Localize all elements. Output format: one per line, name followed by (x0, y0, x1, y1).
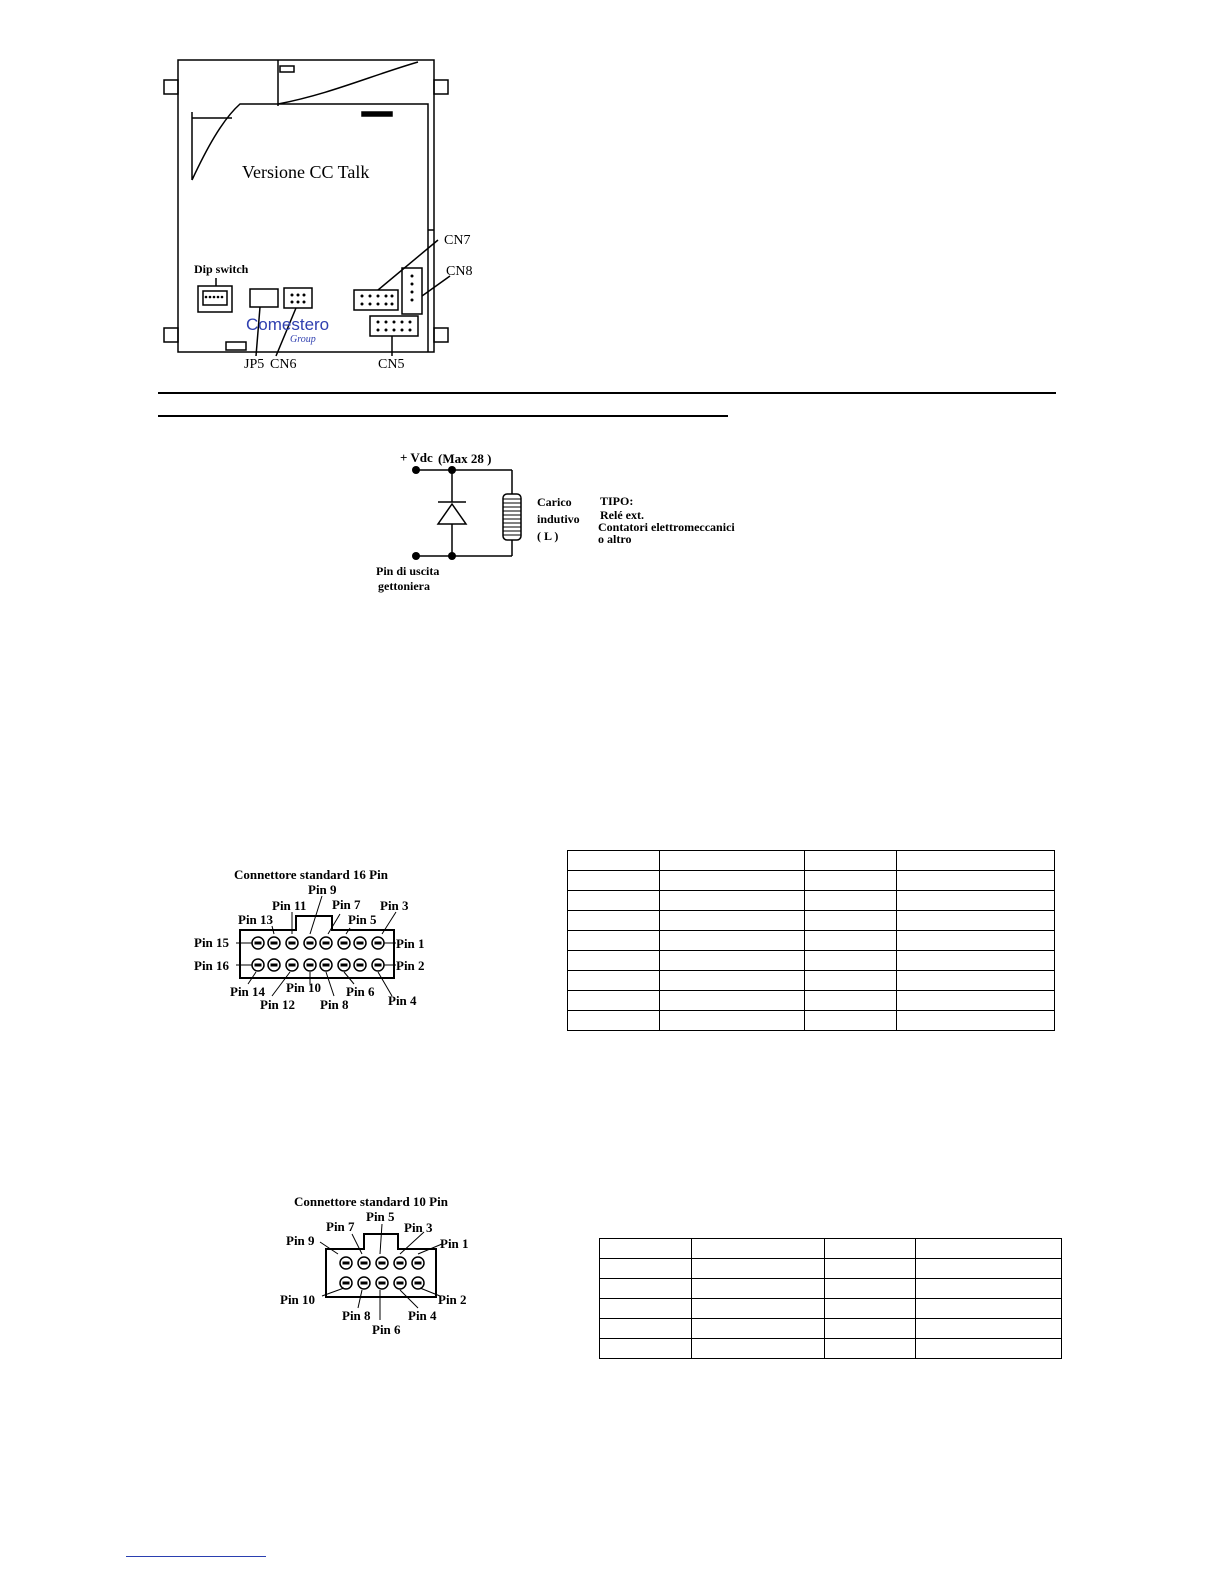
connector-10-title: Connettore standard 10 Pin (294, 1194, 448, 1209)
table-cell (805, 871, 897, 891)
table-row (600, 1259, 1062, 1279)
table-row (568, 971, 1055, 991)
table-cell (568, 931, 660, 951)
inductor-coil (503, 494, 521, 540)
cn7-block (354, 290, 398, 310)
table-row (568, 891, 1055, 911)
c10-pin-contact (415, 1262, 422, 1265)
c16-pin-contact (271, 964, 278, 967)
cn6-label: CN6 (270, 357, 297, 372)
load-label-1: Carico (537, 495, 572, 509)
table-cell (805, 1011, 897, 1031)
c16-pin-contact (289, 964, 296, 967)
table-row (568, 1011, 1055, 1031)
table-cell (600, 1319, 692, 1339)
lug-bottom-left (164, 328, 178, 342)
table-cell (824, 1299, 916, 1319)
table-cell (916, 1279, 1062, 1299)
table-cell (916, 1239, 1062, 1259)
c16-pin-contact (271, 942, 278, 945)
cn7-label: CN7 (444, 233, 471, 248)
table-row (568, 871, 1055, 891)
pin16-6-label: Pin 6 (346, 984, 375, 999)
pin10-3-label: Pin 3 (404, 1220, 433, 1235)
table-cell (897, 871, 1055, 891)
table-cell (659, 851, 805, 871)
table-cell (805, 991, 897, 1011)
device-title: Versione CC Talk (242, 162, 370, 182)
cn5-label: CN5 (378, 357, 405, 372)
table-cell (600, 1339, 692, 1359)
table-cell (659, 871, 805, 891)
pins-16 (252, 937, 384, 971)
type-line-2: Contatori elettromeccanici (598, 520, 735, 534)
pin16-9-label: Pin 9 (308, 882, 337, 897)
load-label-3: ( L ) (537, 529, 559, 543)
c16-pin-contact (323, 964, 330, 967)
c16-pin-contact (357, 964, 364, 967)
c10-pin-contact (397, 1282, 404, 1285)
table-cell (897, 991, 1055, 1011)
pin10-5-label: Pin 5 (366, 1209, 395, 1224)
pin16-10-label: Pin 10 (286, 980, 322, 995)
table-cell (897, 951, 1055, 971)
footer-link-underline (126, 1556, 266, 1557)
pin16-12-label: Pin 12 (260, 997, 296, 1012)
table-cell (805, 931, 897, 951)
table-row (568, 931, 1055, 951)
table-cell (691, 1259, 824, 1279)
table-cell (568, 871, 660, 891)
pin16-1-label: Pin 1 (396, 936, 425, 951)
pin16-2-label: Pin 2 (396, 958, 425, 973)
table-cell (805, 911, 897, 931)
connector-16-title: Connettore standard 16 Pin (234, 867, 388, 882)
table-cell (824, 1339, 916, 1359)
table-cell (805, 971, 897, 991)
c10-pin-contact (361, 1262, 368, 1265)
table-cell (659, 951, 805, 971)
dip-switch-label: Dip switch (194, 262, 249, 276)
table-row (600, 1339, 1062, 1359)
table-cell (600, 1239, 692, 1259)
table-cell (897, 1011, 1055, 1031)
table-row (600, 1279, 1062, 1299)
brand-logo-sub: Group (290, 334, 316, 345)
pin10-10-label: Pin 10 (280, 1292, 316, 1307)
pin16-5-label: Pin 5 (348, 912, 377, 927)
lug-top-right (434, 80, 448, 94)
table-cell (600, 1259, 692, 1279)
c16-pin-contact (255, 964, 262, 967)
lug-top-left (164, 80, 178, 94)
table-cell (568, 851, 660, 871)
c10-pin-contact (379, 1282, 386, 1285)
c16-pin-contact (323, 942, 330, 945)
c16-pin-contact (255, 942, 262, 945)
table-row (568, 991, 1055, 1011)
c10-pin-contact (343, 1282, 350, 1285)
c16-pin-contact (341, 964, 348, 967)
pin16-4-label: Pin 4 (388, 993, 417, 1008)
type-line-1: Relé ext. (600, 508, 644, 522)
table-cell (897, 891, 1055, 911)
lug-bottom-right (434, 328, 448, 342)
divider-full (158, 392, 1056, 394)
c16-pin-contact (307, 942, 314, 945)
c10-pin-contact (361, 1282, 368, 1285)
c16-pin-contact (341, 942, 348, 945)
table-cell (659, 971, 805, 991)
load-label-2: indutivo (537, 512, 580, 526)
table-row (568, 851, 1055, 871)
pin16-15-label: Pin 15 (194, 935, 230, 950)
type-title: TIPO: (600, 494, 634, 508)
c16-pin-contact (375, 942, 382, 945)
c16-pin-contact (289, 942, 296, 945)
table-cell (568, 1011, 660, 1031)
table-cell (897, 971, 1055, 991)
pin10-7-label: Pin 7 (326, 1219, 355, 1234)
inductive-load-circuit (365, 445, 775, 600)
table-row (600, 1299, 1062, 1319)
pin16-7-label: Pin 7 (332, 897, 361, 912)
table-cell (691, 1299, 824, 1319)
table-cell (659, 991, 805, 1011)
table-cell (691, 1239, 824, 1259)
jp5-block (250, 289, 278, 307)
table-cell (568, 911, 660, 931)
table-cell (916, 1259, 1062, 1279)
pin-table-16 (567, 850, 1055, 1031)
c16-pin-contact (375, 964, 382, 967)
c16-pin-contact (307, 964, 314, 967)
table-cell (568, 891, 660, 911)
supply-terminal (412, 466, 420, 474)
jp5-label: JP5 (244, 357, 265, 372)
table-cell (691, 1319, 824, 1339)
supply-max-label: (Max 28 ) (438, 451, 492, 466)
supply-label: + Vdc (400, 450, 433, 465)
cn8-label: CN8 (446, 264, 473, 279)
table-cell (659, 931, 805, 951)
table-cell (805, 891, 897, 911)
table-cell (805, 851, 897, 871)
pin10-6-label: Pin 6 (372, 1322, 401, 1337)
table-cell (805, 951, 897, 971)
pin16-11-label: Pin 11 (272, 898, 307, 913)
pin16-16-label: Pin 16 (194, 958, 230, 973)
pin10-8-label: Pin 8 (342, 1308, 371, 1323)
c10-pin-contact (397, 1262, 404, 1265)
cn5-block (370, 316, 418, 336)
pin10-1-label: Pin 1 (440, 1236, 469, 1251)
device-drawing (150, 50, 510, 380)
table-cell (824, 1319, 916, 1339)
table-row (600, 1239, 1062, 1259)
table-cell (824, 1259, 916, 1279)
pin16-8-label: Pin 8 (320, 997, 349, 1012)
pin10-4-label: Pin 4 (408, 1308, 437, 1323)
c10-pin-contact (379, 1262, 386, 1265)
pin16-3-label: Pin 3 (380, 898, 409, 913)
output-label-2: gettoniera (378, 579, 430, 593)
pin10-9-label: Pin 9 (286, 1233, 315, 1248)
table-cell (691, 1339, 824, 1359)
pin-table-10 (599, 1238, 1062, 1359)
table-cell (659, 1011, 805, 1031)
table-cell (568, 951, 660, 971)
pin10-2-label: Pin 2 (438, 1292, 467, 1307)
table-row (600, 1319, 1062, 1339)
connector-16-pin-diagram (190, 860, 440, 1020)
pin16-13-label: Pin 13 (238, 912, 274, 927)
table-row (568, 911, 1055, 931)
brand-logo: Comestero (246, 315, 330, 334)
table-cell (659, 911, 805, 931)
table-cell (916, 1299, 1062, 1319)
pin16-14-label: Pin 14 (230, 984, 266, 999)
table-cell (659, 891, 805, 911)
table-cell (916, 1319, 1062, 1339)
divider-short (158, 415, 728, 417)
output-terminal (412, 552, 420, 560)
type-line-3: o altro (598, 532, 632, 546)
table-cell (897, 911, 1055, 931)
table-cell (600, 1279, 692, 1299)
table-row (568, 951, 1055, 971)
c10-pin-contact (343, 1262, 350, 1265)
table-cell (568, 971, 660, 991)
connector-10-pin-diagram (276, 1190, 476, 1340)
table-cell (691, 1279, 824, 1299)
c10-pin-contact (415, 1282, 422, 1285)
table-cell (897, 851, 1055, 871)
c16-pin-contact (357, 942, 364, 945)
cn6-block (284, 288, 312, 308)
table-cell (824, 1279, 916, 1299)
pins-10 (340, 1257, 424, 1289)
output-label-1: Pin di uscita (376, 564, 440, 578)
table-cell (916, 1339, 1062, 1359)
table-cell (568, 991, 660, 1011)
table-cell (600, 1299, 692, 1319)
table-cell (824, 1239, 916, 1259)
table-cell (897, 931, 1055, 951)
